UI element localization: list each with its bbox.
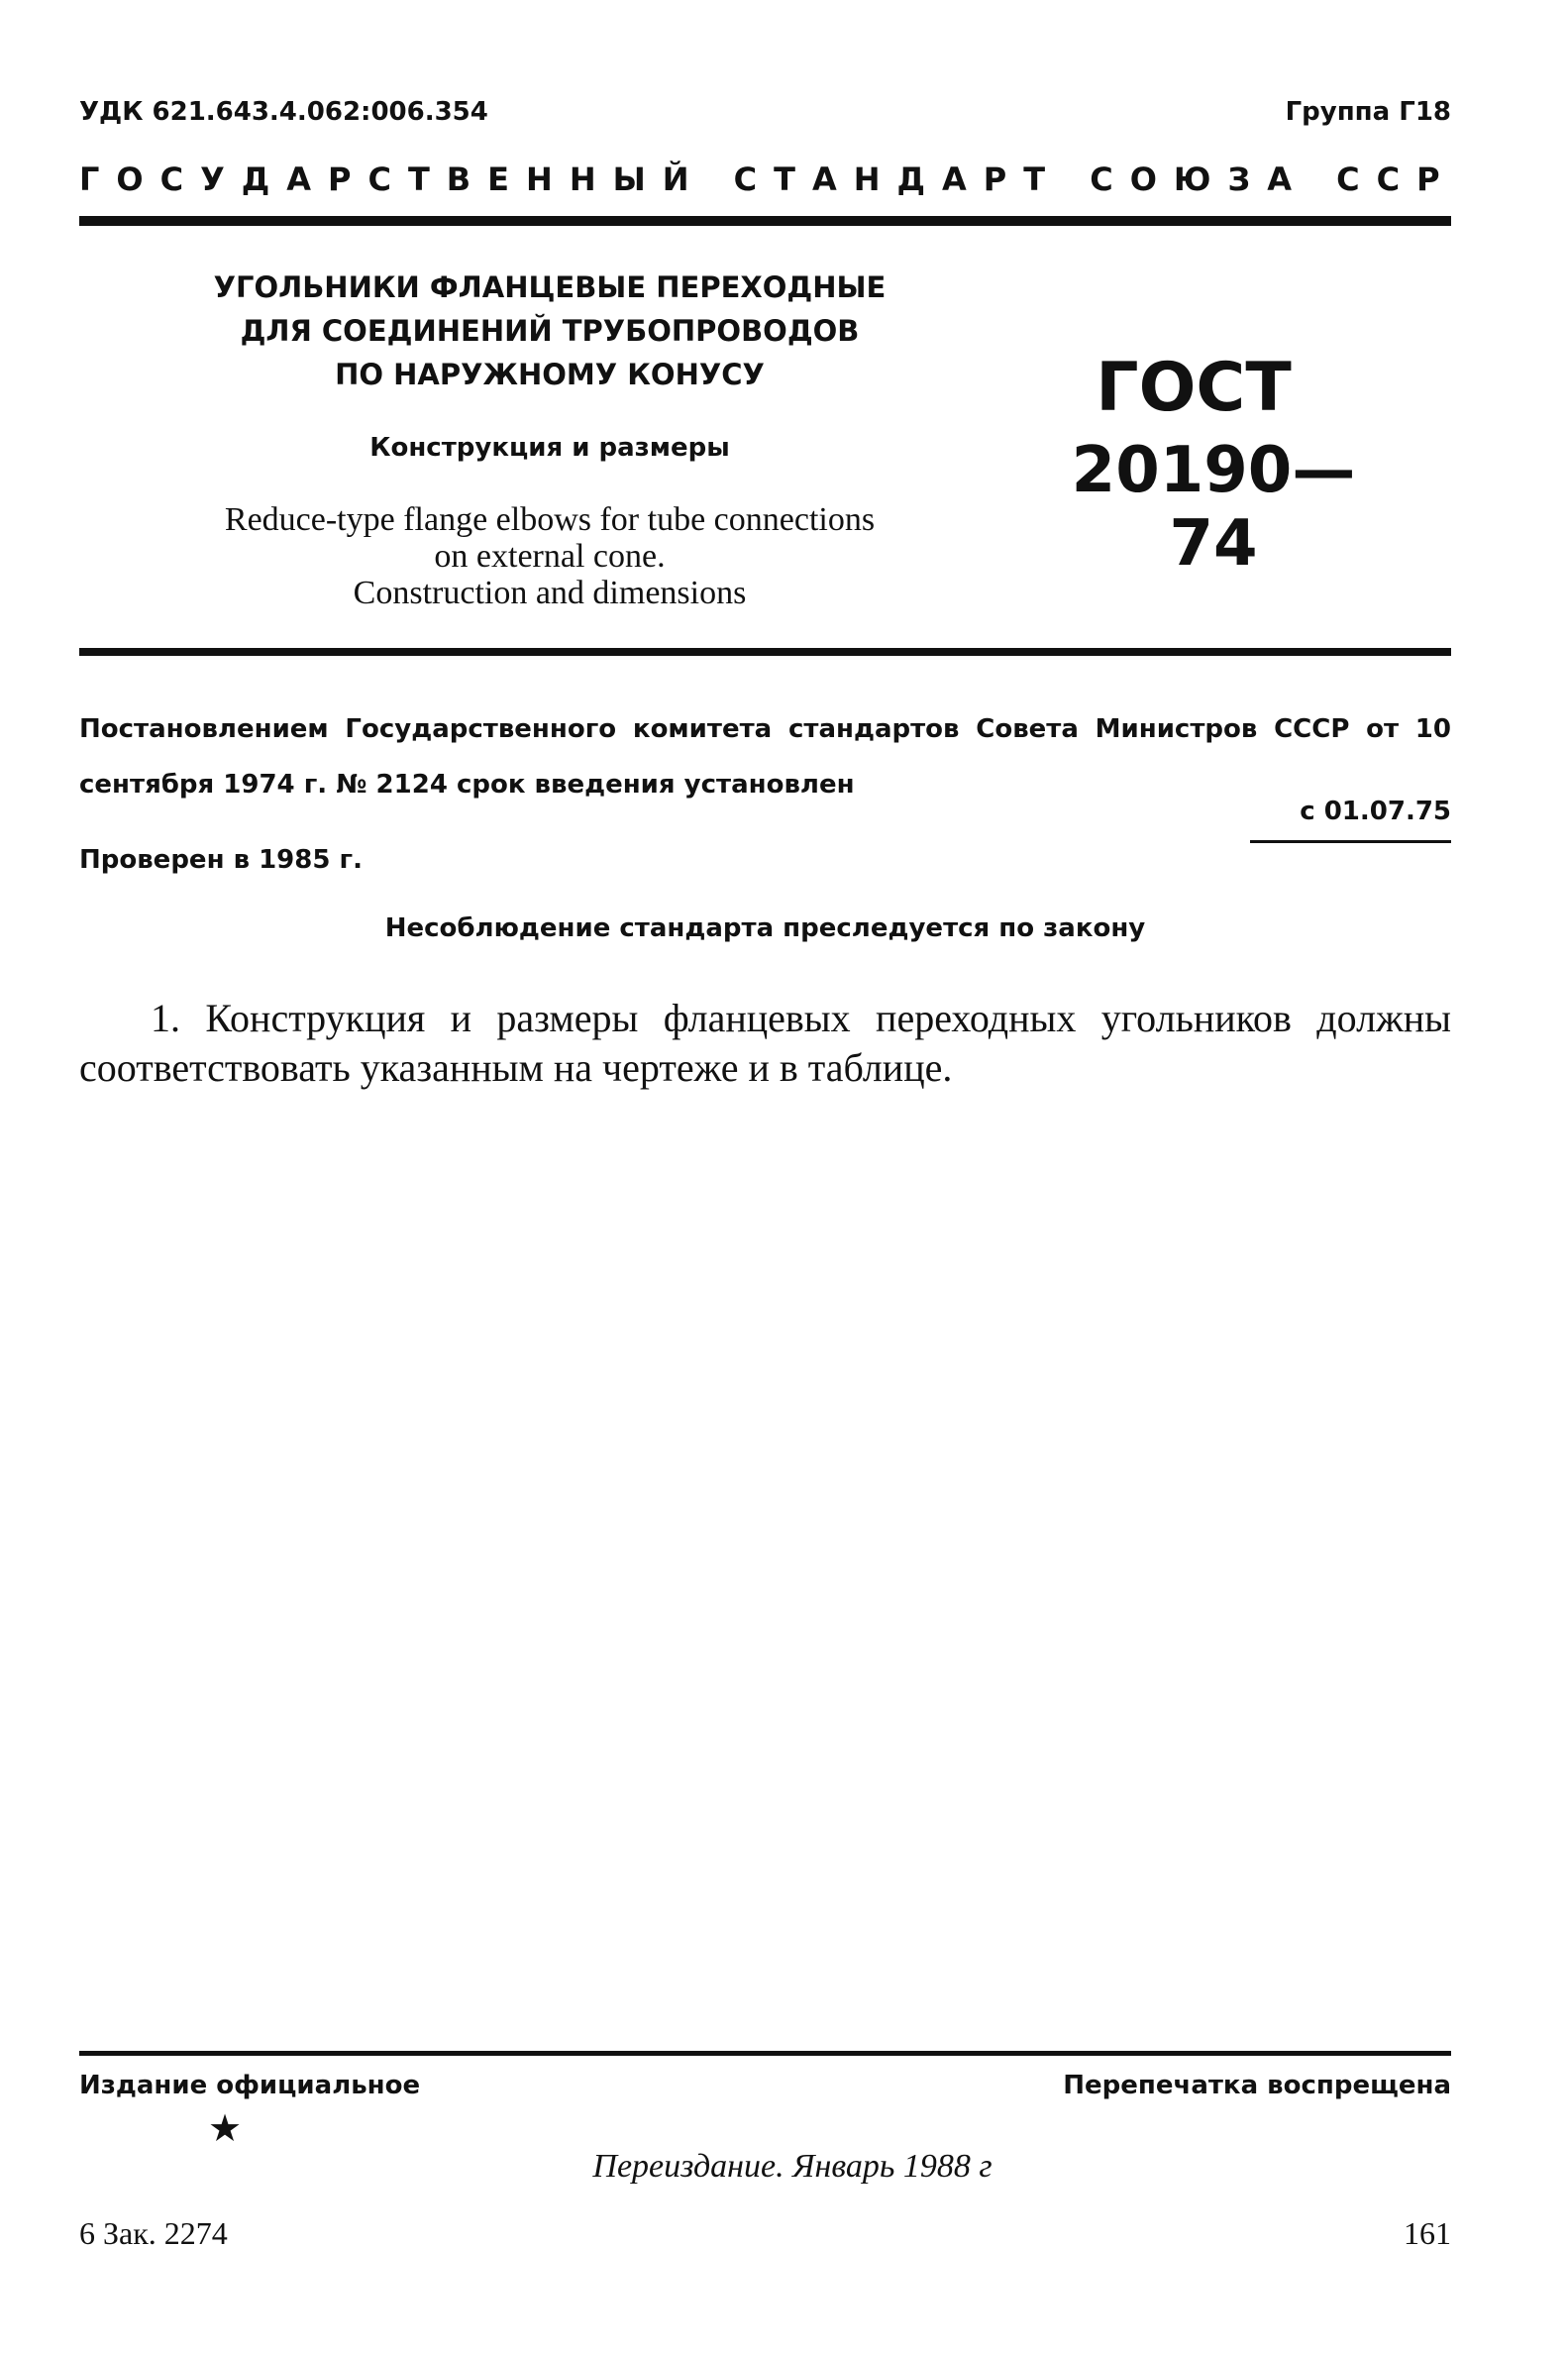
- state-standard-heading: ГОСУДАРСТВЕННЫЙ СТАНДАРТ СОЮЗА ССР: [79, 160, 1457, 198]
- title-ru-line-1: УГОЛЬНИКИ ФЛАНЦЕВЫЕ ПЕРЕХОДНЫЕ: [213, 270, 887, 304]
- checked-note: Проверен в 1985 г.: [79, 845, 363, 875]
- order-number: 6 Зак. 2274: [79, 2215, 228, 2251]
- star-icon: ★: [208, 2106, 243, 2150]
- subtitle-ru: Конструкция и размеры: [369, 433, 730, 463]
- decree-text: Постановлением Государственного комитета стандартов Совета Министров СССР от 10 сентября 1974 г. № 2124 срок введения установлен: [79, 714, 1451, 800]
- top-rule: [79, 216, 1451, 226]
- legal-notice: Несоблюдение стандарта преследуется по закону: [384, 913, 1146, 943]
- reprint-prohibited: Перепечатка воспрещена: [1063, 2071, 1451, 2100]
- effective-date: с 01.07.75: [1300, 797, 1451, 826]
- title-en: [139, 501, 961, 611]
- official-edition: Издание официальное: [79, 2071, 421, 2100]
- title-en-line-3: Construction and dimensions: [353, 575, 747, 611]
- paragraph-1: 1. Конструкция и размеры фланцевых переходных угольников должны соответствовать указанным на чертеже и в таблице.: [79, 996, 1451, 1090]
- effective-date-underline: [1250, 840, 1451, 843]
- title-ru-line-3: ПО НАРУЖНОМУ КОНУСУ: [335, 358, 765, 391]
- middle-rule: [79, 648, 1451, 656]
- title-en-line-1: Reduce-type flange elbows for tube connections: [224, 501, 876, 538]
- page-number: 161: [1404, 2215, 1451, 2251]
- bottom-rule: [79, 2051, 1451, 2056]
- udk-code: УДК 621.643.4.062:006.354: [79, 97, 488, 127]
- title-ru-line-2: ДЛЯ СОЕДИНЕНИЙ ТРУБОПРОВОДОВ: [240, 314, 860, 348]
- gost-label: ГОСТ: [1096, 349, 1292, 427]
- group-code: Группа Г18: [1285, 97, 1451, 127]
- reissue-note: Переиздание. Январь 1988 г: [592, 2148, 993, 2185]
- gost-number: 20190—74: [1071, 434, 1356, 581]
- title-ru: [139, 266, 961, 396]
- title-en-line-2: on external cone.: [434, 538, 666, 575]
